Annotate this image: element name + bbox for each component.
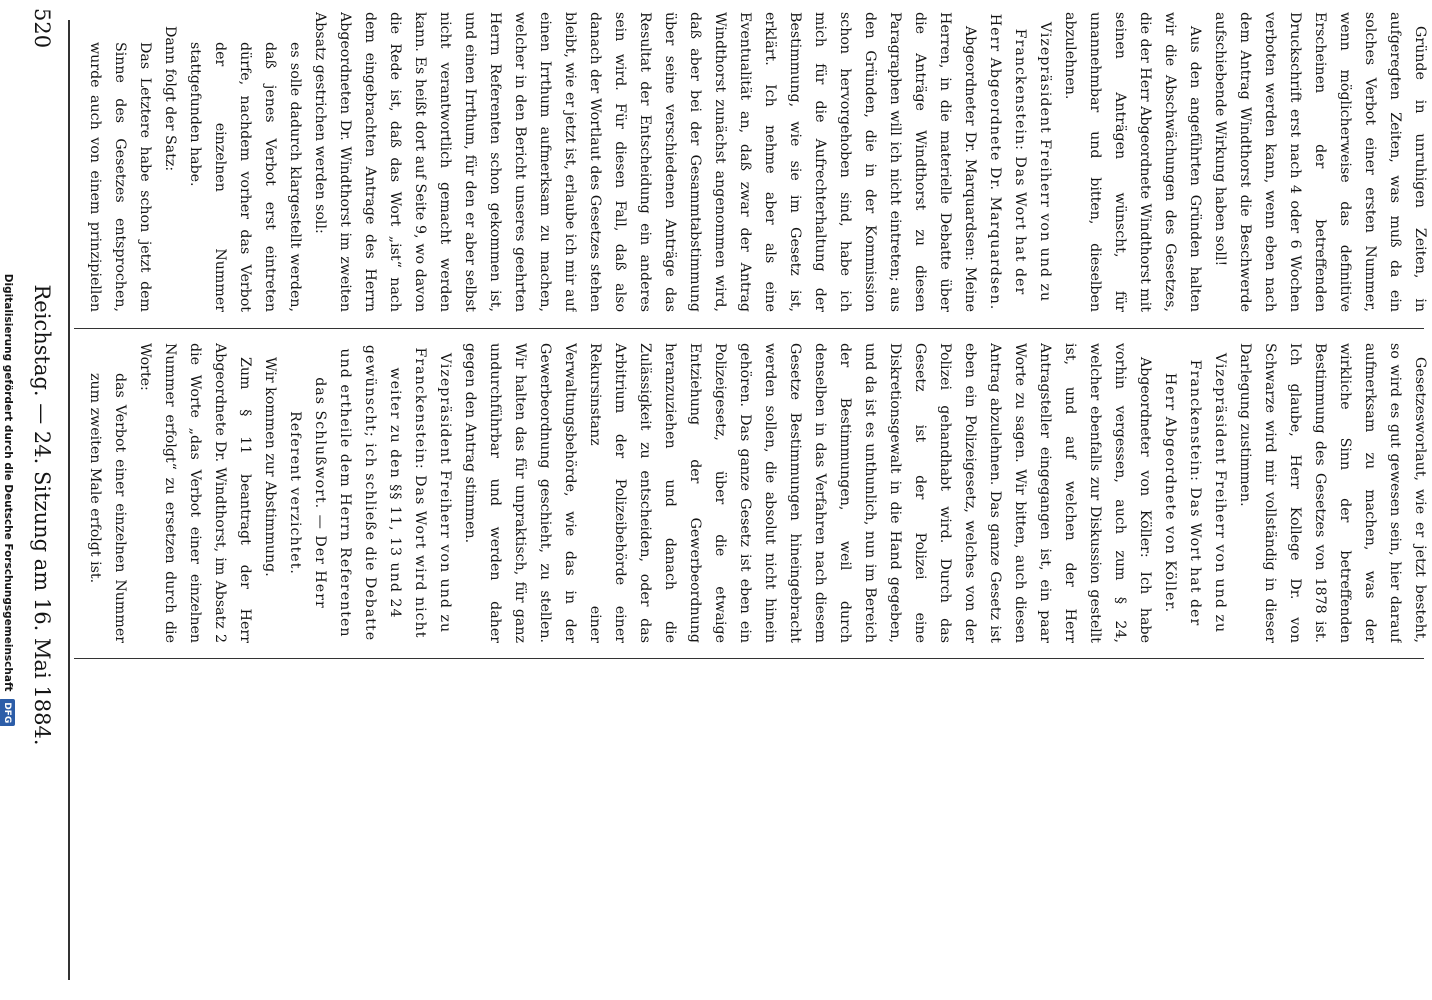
paragraph: das Verbot einer einzelnen Nummer zum zweiten Male erfolgt ist. [87, 373, 128, 643]
paragraph: Abgeordneter von Köller: Ich habe vorhin vergessen, auch zum § 24, welcher ebenfalls zur Diskussion gestellt ist, und auf welchen der Herr Antragsteller eingegangen ist, ein paar Worte zu sagen. Wir bitten, auch diesen Antrag abzulehnen. Das ganze Gesetz ist eben ein Polizeigesetz, welches von der Polizei gehandhabt wird. Durch das Gesetz ist der Polizei eine Diskretionsgewalt in die Hand gegeben, und da ist es unthunlich, nun im Bereich der Bestimmungen, weil durch denselben in das Verfahren nach diesem Gesetze Bestimmungen hineingebracht werden sollen, die absolut nicht hinein gehören. Das ganze Gesetz ist eben ein Polizeigesetz, über die etwaige Entziehung der Gewerbeordnung heranzuziehen und danach die Zulässigkeit zu entscheiden, oder das Arbitrium der Polizeibehörde einer Rekursinstanz einer Verwaltungsbehörde, wie das in der Gewerbeordnung geschieht, zu stellen. Wir halten das für unpraktisch, für ganz undurchführbar und werden daher gegen den Antrag stimmen. [462, 343, 1153, 643]
paragraph: es solle dadurch klargestellt werden, daß jenes Verbot erst eintreten dürfe, nachdem vorher das Verbot der einzelnen Nummer stattgefunden habe. [187, 42, 303, 312]
page-header [16, 8, 56, 988]
page-title: Reichstag. — 24. Sitzung am 16. Mai 1884. [30, 284, 54, 746]
header-rule [68, 20, 70, 980]
paragraph [78, 343, 82, 643]
paragraph: Gründe in unruhigen Zeiten, in aufgeregten Zeiten, was muß da ein solches Verbot einer ersten Nummer, wenn möglicherweise das definitive Erscheinen der betreffenden Druckschrift erst nach 4 oder 6 Wochen verboten werden kann, wenn eben nach dem Antrag Windthorst die Beschwerde aufschiebende Wirkung haben soll! [1212, 12, 1428, 312]
text-column-right [78, 672, 1432, 972]
text-column-left [78, 12, 1432, 312]
paragraph: Vizepräsident Freiherr von und zu Franckenstein: Das Wort hat der Herr Abgeordnete Dr. Marquardsen. [987, 13, 1053, 311]
paragraph: Das Letztere habe schon jetzt dem Sinne des Gesetzes entsprochen, wurde auch von einem prinzipiellen [87, 42, 153, 312]
paragraph: Abgeordneter Dr. Marquardsen: Meine Herren, in die materielle Debatte über die Anträge Windthorst zu diesen Paragraphen will ich nicht eintreten; aus den Gründen, die in der Kommission schon hervorgehoben sind, habe ich mich für die Aufrechterhaltung der Bestimmung, wie sie im Gesetz ist, erklärt. Ich nehme aber als eine Eventualität an, daß zwar der Antrag Windthorst zunächst angenommen wird, daß aber bei der Gesammtabstimmung über seine verschiedenen Anträge das Resultat der Entscheidung ein anderes sein wird. Für diesen Fall, daß also danach der Wortlaut des Gesetzes stehen bleibt, wie er jetzt ist, erlaube ich mir auf einen Irrthum aufmerksam zu machen, welcher in den Bericht unseres geehrten Herrn Referenten schon gekommen ist, und einen Irrthum, für den er aber selbst nicht verantwortlich gemacht werden kann. Es heißt dort auf Seite 9, wo davon die Rede ist, daß das Wort „ist“ nach dem eingebrachten Antrage des Herrn Abgeordneten Dr. Windthorst im zweiten Absatz gestrichen werden soll: [312, 12, 978, 312]
paragraph: Gesetzesworlaut, wie er jetzt besteht, so wird es gut gewesen sein, hier darauf aufmerksam zu machen, was der wirkliche Sinn der betreffenden Bestimmung des Gesetzes von 1878 ist. Ich glaube, Herr Kollege Dr. von Schwarze wird mir vollständig in dieser Darlegung zustimmen. [1237, 343, 1428, 643]
dfg-logo: DFG [0, 699, 15, 726]
text-column-middle [78, 343, 1432, 643]
digitization-stamp [0, 0, 16, 1000]
digitization-note: Digitalisierung gefördert durch die Deutsche Forschungsgemeinschaft [2, 273, 14, 692]
paragraph: Vizepräsident Freiherr von und zu Franckenstein: Das Wort wird nicht weiter zu den §§ 11, 13 und 24 gewünscht; ich schließe die Debatte und ertheile dem Herrn Referenten das Schlußwort. — Der Herr Referent verzichtet. [287, 344, 453, 642]
column-divider [74, 658, 1424, 659]
paragraph: Vizepräsident Freiherr von und zu Franckenstein: Das Wort hat der Herr Abgeordnete von Köller. [1162, 352, 1228, 634]
paragraph: Aus den angeführten Gründen halten wir die Abschwächungen des Gesetzes, die der Herr Abgeordnete Windthorst mit seinen Anträgen wünscht, für unannehmbar und bitten, dieselben abzulehnen. [1062, 12, 1203, 312]
paragraph: Wir kommen zur Abstimmung. [262, 357, 278, 577]
column-divider [74, 328, 1424, 329]
paragraph: Dann folgt der Satz: [162, 26, 178, 172]
paragraph: Zum § 11 beantragt der Herr Abgeordnete Dr. Windthorst, im Absatz 2 die Worte „das Verbot einer einzelnen Nummer erfolgt“ zu ersetzen durch die Worte: [137, 343, 253, 643]
page-number: 520 [30, 8, 54, 49]
